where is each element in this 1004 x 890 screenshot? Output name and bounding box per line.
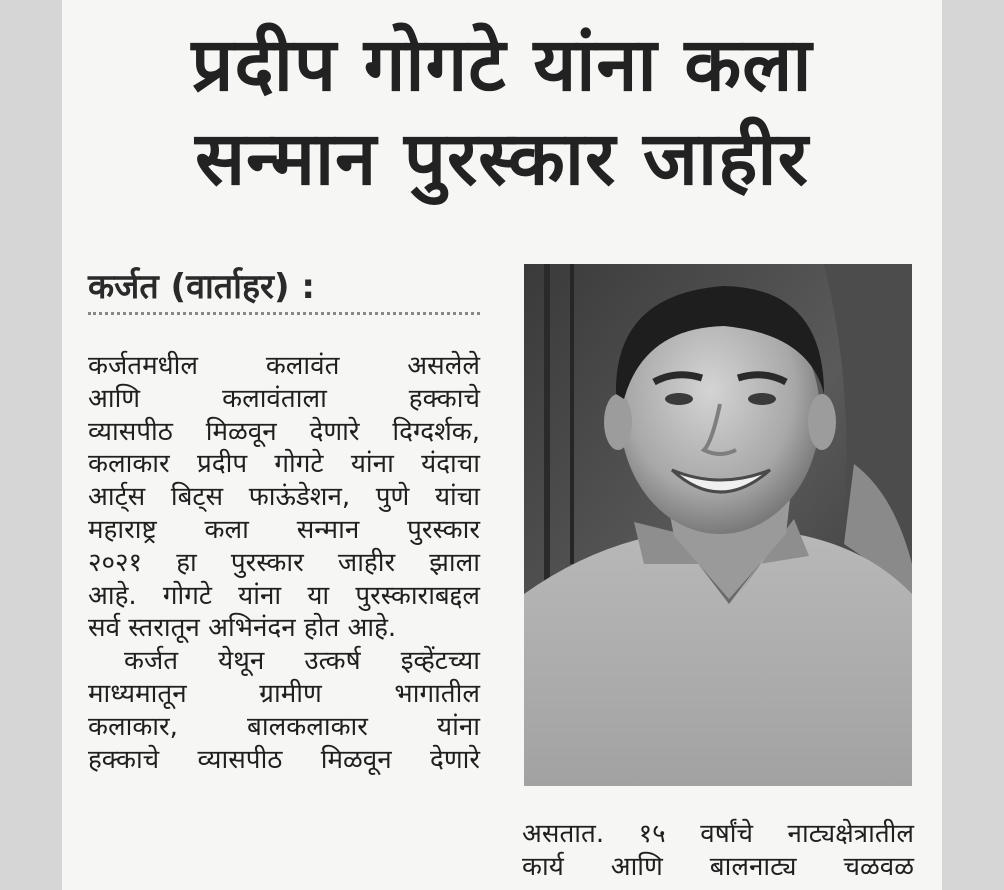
- text-line: सर्व स्तरातून अभिनंदन होत आहे.: [88, 613, 397, 644]
- text-line: कार्य आणि बालनाट्य चळवळ: [522, 851, 914, 882]
- portrait-image: [524, 264, 912, 786]
- text-line: कलाकार, बालकलाकार यांना: [88, 711, 480, 742]
- text-line: व्यासपीठ मिळवून देणारे दिग्दर्शक,: [88, 416, 480, 447]
- article-column-1: [88, 350, 480, 776]
- headline-line-2: सन्मान पुरस्कार जाहीर: [195, 116, 809, 202]
- text-line: कर्जत येथून उत्कर्ष इव्हेंटच्या: [124, 646, 480, 677]
- text-line: असतात. १५ वर्षांचे नाट्यक्षेत्रातील: [522, 819, 914, 849]
- text-line: २०२१ हा पुरस्कार जाहीर झाला: [88, 547, 480, 578]
- dotted-divider: [88, 312, 480, 315]
- text-line: आर्ट्स बिट्स फाऊंडेशन, पुणे यांचा: [88, 482, 480, 513]
- newspaper-page: [62, 0, 942, 890]
- text-line: कलाकार प्रदीप गोगटे यांना यंदाचा: [88, 449, 480, 480]
- text-line: कर्जतमधील कलावंत असलेले: [88, 351, 480, 381]
- text-line: माध्यमातून ग्रामीण भागातील: [88, 678, 480, 709]
- text-line: हक्काचे व्यासपीठ मिळवून देणारे: [88, 744, 480, 775]
- dateline: कर्जत (वार्ताहर) :: [88, 267, 315, 307]
- portrait-photo: [524, 264, 912, 786]
- headline-line-1: प्रदीप गोगटे यांना कला: [191, 22, 813, 108]
- article-headline: [62, 18, 942, 206]
- text-line: आहे. गोगटे यांना या पुरस्काराबद्दल: [88, 580, 480, 611]
- text-line: आणि कलावंताला हक्काचे: [88, 383, 480, 414]
- text-line: महाराष्ट्र कला सन्मान पुरस्कार: [88, 514, 480, 545]
- article-column-2: [522, 818, 914, 884]
